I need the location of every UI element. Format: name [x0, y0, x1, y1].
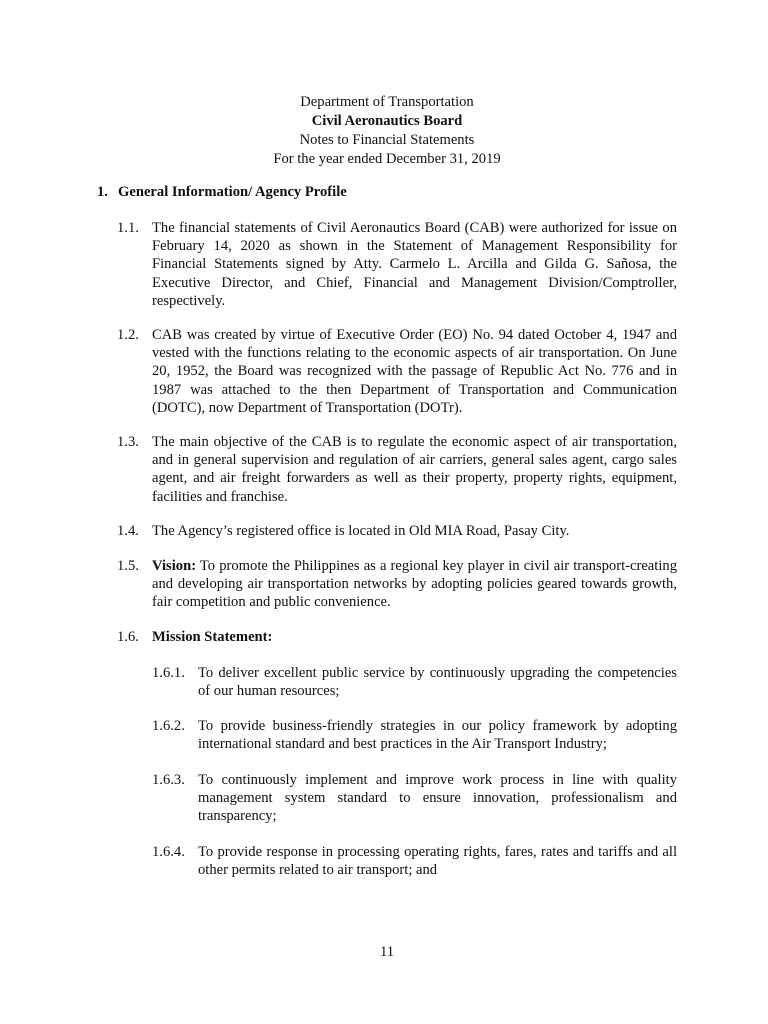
vision-text: To promote the Philippines as a regional key player in civil air transport-creating and developing air transportation networks by adopting policies geared towards growth, fair competition and public convenience.	[152, 558, 677, 611]
mission-item-1-6-3	[152, 771, 677, 826]
paragraph-text	[152, 628, 677, 646]
paragraph-number: 1.6.	[117, 629, 139, 645]
department-name: Department of Transportation	[300, 94, 474, 110]
paragraph-number: 1.1.	[117, 220, 139, 236]
agency-name: Civil Aeronautics Board	[311, 113, 463, 129]
mission-number: 1.6.3.	[152, 772, 185, 788]
paragraph-1-5	[117, 557, 677, 612]
reporting-period: For the year ended December 31, 2019	[273, 151, 501, 167]
paragraph-1-3	[117, 433, 677, 506]
mission-text: To deliver excellent public service by continuously upgrading the competencies of our human resources;	[198, 665, 677, 700]
paragraph-1-6	[117, 628, 677, 646]
mission-text: To provide business-friendly strategies in our policy framework by adopting international standard and best practices in the Air Transport Industry;	[198, 718, 677, 753]
paragraph-number: 1.4.	[117, 523, 139, 539]
mission-number: 1.6.2.	[152, 718, 185, 734]
paragraph-text: CAB was created by virtue of Executive Order (EO) No. 94 dated October 4, 1947 and vested with the functions relating to the economic aspects of air transportation. On June 20, 1952, the Board was recognized with the passage of Republic Act No. 776 and in 1987 was attached to the then Department of Transportation and Communication (DOTC), now Department of Transportation (DOTr).	[152, 327, 677, 416]
paragraph-1-2	[117, 326, 677, 417]
paragraph-text: The Agency’s registered office is located in Old MIA Road, Pasay City.	[152, 523, 570, 539]
mission-text: To continuously implement and improve work process in line with quality management system standard to ensure innovation, professionalism and transparency;	[198, 772, 677, 825]
page-number: 11	[379, 944, 395, 960]
section-heading	[97, 183, 347, 201]
mission-number: 1.6.4.	[152, 844, 185, 860]
document-header	[0, 93, 768, 169]
mission-number: 1.6.1.	[152, 665, 185, 681]
section-title: General Information/ Agency Profile	[118, 184, 347, 200]
mission-item-1-6-4	[152, 843, 677, 879]
paragraph-text: The financial statements of Civil Aeronautics Board (CAB) were authorized for issue on February 14, 2020 as shown in the Statement of Management Responsibility for Financial Statements signed by Atty. Carmelo L. Arcilla and Gilda G. Sañosa, the Executive Director, and Chief, Financial and Management Division/Comptroller, respectively.	[152, 220, 677, 309]
mission-label: Mission Statement:	[152, 629, 273, 645]
mission-item-1-6-1	[152, 664, 677, 700]
document-title: Notes to Financial Statements	[299, 132, 475, 148]
paragraph-1-1	[117, 219, 677, 310]
paragraph-1-4	[117, 522, 677, 540]
mission-text: To provide response in processing operating rights, fares, rates and tariffs and all other permits related to air transport; and	[198, 844, 677, 879]
paragraph-text: The main objective of the CAB is to regulate the economic aspect of air transportation, and in general supervision and regulation of air carriers, general sales agent, cargo sales agent, and air freight forwarders as well as their property, property rights, equipment, facilities and franchise.	[152, 434, 677, 505]
paragraph-text	[152, 557, 677, 612]
paragraph-number: 1.3.	[117, 434, 139, 450]
paragraph-number: 1.2.	[117, 327, 139, 343]
section-number: 1.	[97, 184, 108, 200]
paragraph-number: 1.5.	[117, 558, 139, 574]
mission-item-1-6-2	[152, 717, 677, 753]
vision-label: Vision:	[152, 558, 197, 574]
